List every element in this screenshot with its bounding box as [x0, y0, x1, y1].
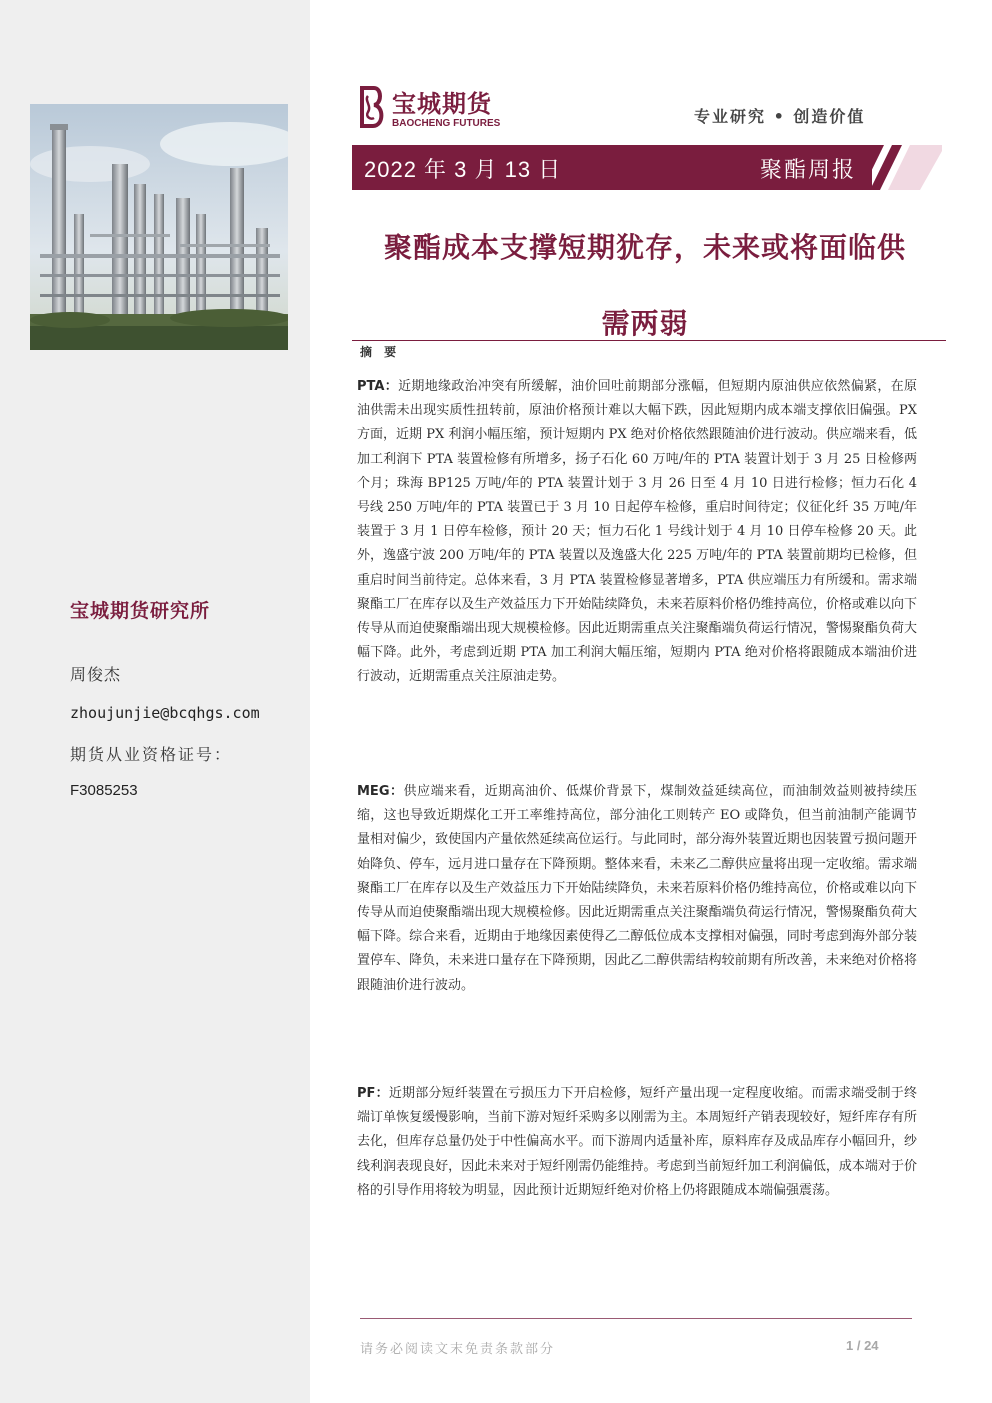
logo-mark-icon: [356, 84, 386, 130]
meg-paragraph: [357, 780, 917, 998]
pf-tag: PF：: [357, 1086, 389, 1101]
pf-text: 近期部分短纤装置在亏损压力下开启检修，短纤产量出现一定程度收缩。而需求端受制于终端订单恢复缓慢影响，当前下游对短纤采购多以刚需为主。本周短纤产销表现较好，短纤库存有所去化，但库存总量仍处于中性偏高水平。而下游周内适量补库，原料库存及成品库存小幅回升，纱线利润表现良好，因此未来对于短纤刚需仍能维持。考虑到当前短纤加工利润偏低，成本端对于价格的引导作用将较为明显，因此预计近期短纤绝对价格上仍将跟随成本端偏强震荡。: [357, 1086, 917, 1198]
author-email[interactable]: zhoujunjie@bcqhgs.com: [70, 704, 260, 722]
disclaimer-note: 请务必阅读文末免责条款部分: [360, 1342, 556, 1357]
report-title-line1: 聚酯成本支撑短期犹存，未来或将面临供: [383, 231, 906, 264]
slogan: 专业研究 • 创造价值: [694, 107, 866, 126]
author-name: 周俊杰: [70, 665, 122, 684]
certificate-label: 期货从业资格证号：: [70, 745, 233, 764]
certificate-number: F3085253: [70, 782, 138, 799]
logo-english-text: BAOCHENG FUTURES: [392, 118, 501, 129]
report-date: 2022 年 3 月 13 日: [364, 157, 562, 182]
report-type: 聚酯周报: [760, 158, 857, 183]
meg-text: 供应端来看，近期高油价、低煤价背景下，煤制效益延续高位，而油制效益则被持续压缩，这也导致近期煤化工开工率维持高位，部分油化工则转产 EO 或降负，但当前油制产能调节量相对偏少，致使国内产量依然延续高位运行。与此同时，部分海外装置近期也因装置亏损问题开始降负、停车，远月进口量存在下降预期。整体来看，未来乙二醇供应量将出现一定收缩。需求端聚酯工厂在库存以及生产效益压力下开始陆续降负，未来若原料价格仍维持高位，价格或难以向下传导从而迫使聚酯端出现大规模检修。因此近期需重点关注聚酯端负荷运行情况，警惕聚酯负荷大幅下降。综合来看，近期由于地缘因素使得乙二醇低位成本支撑相对偏强，同时考虑到海外部分装置停车、降负，未来进口量存在下降预期，因此乙二醇供需结构较前期有所改善，未来绝对价格将跟随油价进行波动。: [357, 784, 917, 993]
pf-paragraph: [357, 1082, 917, 1203]
research-institute-name: 宝城期货研究所: [70, 600, 211, 622]
logo-chinese-text: 宝城期货: [392, 90, 492, 118]
abstract-heading: 摘 要: [360, 345, 401, 359]
report-title-line2: 需两弱: [601, 307, 689, 340]
banner-stripes: [862, 145, 942, 190]
meg-tag: MEG：: [357, 784, 404, 799]
refinery-photo: [30, 104, 288, 350]
title-divider: [352, 340, 946, 341]
sidebar: [0, 0, 310, 1403]
pta-paragraph: [357, 375, 917, 690]
page-number: 1 / 24: [846, 1338, 879, 1353]
footer-divider: [360, 1318, 912, 1319]
pta-text: 近期地缘政治冲突有所缓解，油价回吐前期部分涨幅，但短期内原油供应依然偏紧，在原油供需未出现实质性扭转前，原油价格预计难以大幅下跌，因此短期内成本端支撑依旧偏强。PX 方面，近期 PX 利润小幅压缩，预计短期内 PX 绝对价格依然跟随油价进行波动。供应端来看，低加工利润下 PTA 装置检修有所增多，扬子石化 60 万吨/年的 PTA 装置计划于 3 月 25 日检修两个月；珠海 BP125 万吨/年的 PTA 装置计划于 3 月 26 日至 4 月 10 日进行检修；恒力石化 4 号线 250 万吨/年的 PTA 装置已于 3 月 10 日起停车检修，重启时间待定；仪征化纤 35 万吨/年装置于 3 月 1 日停车检修，预计 20 天；恒力石化 1 号线计划于 4 月 10 日停车检修 20 天。此外，逸盛宁波 200 万吨/年的 PTA 装置以及逸盛大化 225 万吨/年的 PTA 装置前期均已检修，但重启时间当前待定。总体来看，3 月 PTA 装置检修显著增多，PTA 供应端压力有所缓和。需求端聚酯工厂在库存以及生产效益压力下开始陆续降负，未来若原料价格仍维持高位，价格或难以向下传导从而迫使聚酯端出现大规模检修。因此近期需重点关注聚酯端负荷运行情况，警惕聚酯负荷大幅下降。此外，考虑到近期 PTA 加工利润大幅压缩，短期内 PTA 绝对价格将跟随成本端油价进行波动，近期需重点关注原油走势。: [357, 379, 917, 685]
company-logo: [356, 84, 526, 134]
pta-tag: PTA：: [357, 379, 399, 394]
